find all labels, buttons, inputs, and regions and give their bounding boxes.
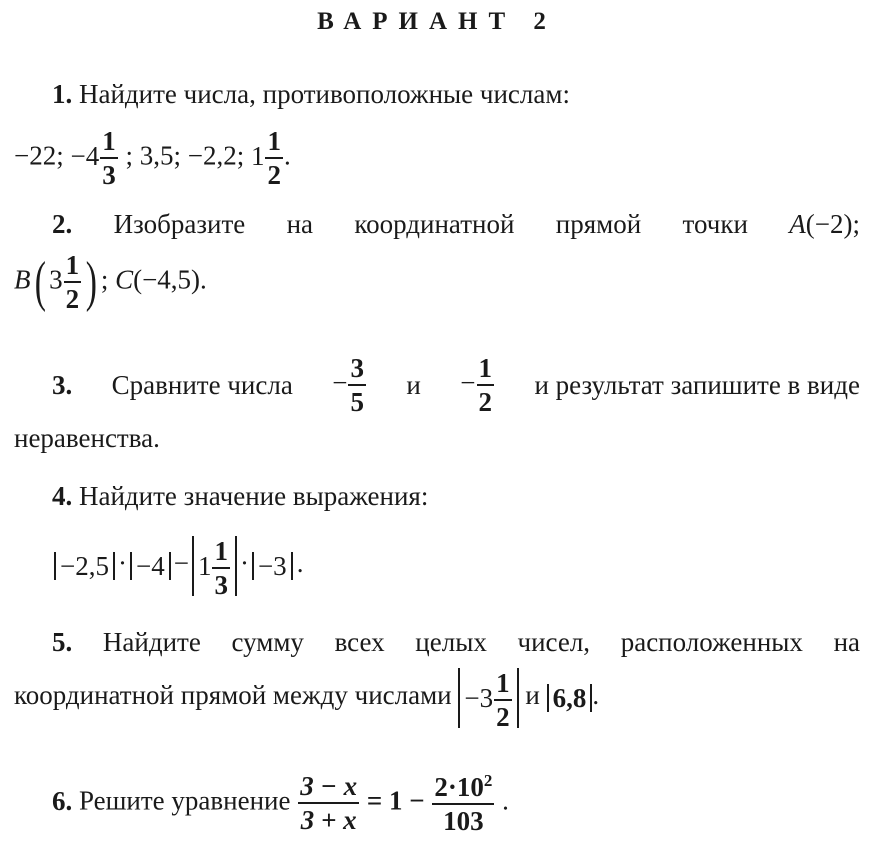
minus-sign: − [173,548,189,579]
task-2-word: координатной [354,209,515,239]
task-2-number: 2. [52,209,73,239]
fraction-numerator: 1 [265,128,283,159]
abs-content: 6,8 [552,683,587,713]
point-a-value: (−2); [805,209,860,239]
task-6-prompt [14,772,860,835]
page-title: ВАРИАНТ 2 [317,8,557,35]
abs-content: −3 [257,551,287,581]
task-1-value-b [70,126,118,190]
task-5-word: всех [334,627,385,657]
task-2-point-a [789,210,860,240]
task-6-text: Решите уравнение [79,785,291,816]
multiply-dot: · [117,548,127,579]
task-4-end: . [296,548,304,579]
task-1-value-d-fraction [265,128,283,189]
task-5-line-2 [14,668,860,733]
point-b-letter: B [14,264,31,295]
task-5-number: 5. [52,627,73,657]
abs-content: −4 [135,551,165,581]
abs-content: −2,5 [60,551,109,581]
multiply-dot: · [239,548,249,579]
task-1-value-d-whole: 1 [250,140,265,171]
abs-content-whole: −3 [464,683,494,713]
fraction-numerator: 1 [100,128,118,159]
task-2-word: на [286,209,314,239]
equals-one-minus: = 1 − [366,785,425,816]
separator: ; [100,264,109,295]
fraction-numerator: 3 − x [298,773,359,804]
task-4-number: 4. [52,481,73,511]
abs-value-1 [54,552,115,580]
fraction [348,355,366,416]
abs-value-4 [252,552,293,580]
task-1-value-a: −22; [14,140,64,171]
fraction-numerator: 1 [494,670,512,701]
task-1-value-c: ; 3,5; −2,2; [125,140,245,171]
task-2-word: Изобразите [113,209,246,239]
task-3-text: Сравните числа [111,369,293,400]
abs-value-pos [547,684,593,712]
lhs-fraction [298,773,359,834]
minus-sign: − [332,367,348,398]
conjunction: и [525,680,540,711]
abs-value-neg [458,668,518,733]
task-5-word: целых [415,627,487,657]
fraction-numerator: 1 [64,252,82,283]
fraction-numerator: 1 [212,538,230,569]
task-3-text-2: и результат запишите в виде [534,369,860,400]
fraction-denominator: 3 + x [300,805,357,835]
task-5-word: расположенных [620,627,803,657]
task-1-numbers [14,128,860,189]
fraction-denominator: 2 [65,284,80,314]
task-1-text: Найдите числа, противоположные числам: [79,79,570,109]
left-paren: ( [34,251,46,314]
task-4-expression [14,536,860,601]
task-3-fraction-2 [460,355,495,416]
fraction-numerator: 3 [348,355,366,386]
abs-value-2 [130,552,171,580]
fraction-numerator [432,772,494,805]
task-5-word: чисел, [517,627,591,657]
abs-content-whole: 1 [197,551,212,581]
task-5-prompt [14,628,860,658]
exponent: 2 [483,771,493,790]
fraction-denominator: 2 [496,702,510,733]
task-3-number: 3. [52,369,73,400]
task-3-line-2: неравенства. [14,423,160,453]
abs-value-3 [192,536,237,601]
task-2-word: прямой [555,209,642,239]
minus-sign: − [460,367,476,398]
point-b-whole: 3 [49,264,63,295]
fraction-denominator: 2 [478,387,493,417]
fraction-denominator: 103 [443,806,484,836]
point-c-value: (−4,5). [133,264,207,295]
point-a-letter: A [789,209,806,239]
task-5-text: координатной прямой между числами [14,680,452,711]
point-c-letter: C [115,264,134,295]
task-2-points [14,252,860,313]
right-paren: ) [85,251,98,314]
task-5-word: на [833,627,860,657]
fraction-denominator: 2 [267,160,281,190]
task-5-word: сумму [231,627,304,657]
task-5-end: . [592,680,600,711]
rhs-fraction [432,772,494,835]
task-2-prompt [14,210,860,240]
fraction [477,355,495,416]
task-4-text: Найдите значение выражения: [79,481,429,511]
task-1-end: . [283,140,291,171]
task-3-prompt [14,355,860,416]
task-3-fraction-1 [332,355,367,416]
fraction-denominator: 5 [350,387,364,417]
task-4-prompt [14,482,860,512]
fraction-denominator: 3 [102,160,116,190]
fraction-numerator: 1 [477,355,495,386]
fraction [212,538,230,599]
task-6-number: 6. [52,785,73,816]
task-5-word: Найдите [102,627,201,657]
task-1-value-b-fraction [100,128,118,189]
fraction [494,670,512,731]
task-1-number: 1. [52,79,73,109]
conjunction: и [406,369,421,400]
task-1-prompt [14,80,860,110]
task-1-value-b-whole: −4 [70,140,100,171]
numerator-base: 2·10 [434,772,484,802]
task-1-value-d [250,126,284,190]
task-6-end: . [502,785,509,816]
point-b-fraction [64,252,82,313]
task-2-word: точки [682,209,748,239]
fraction-denominator: 3 [214,570,228,601]
